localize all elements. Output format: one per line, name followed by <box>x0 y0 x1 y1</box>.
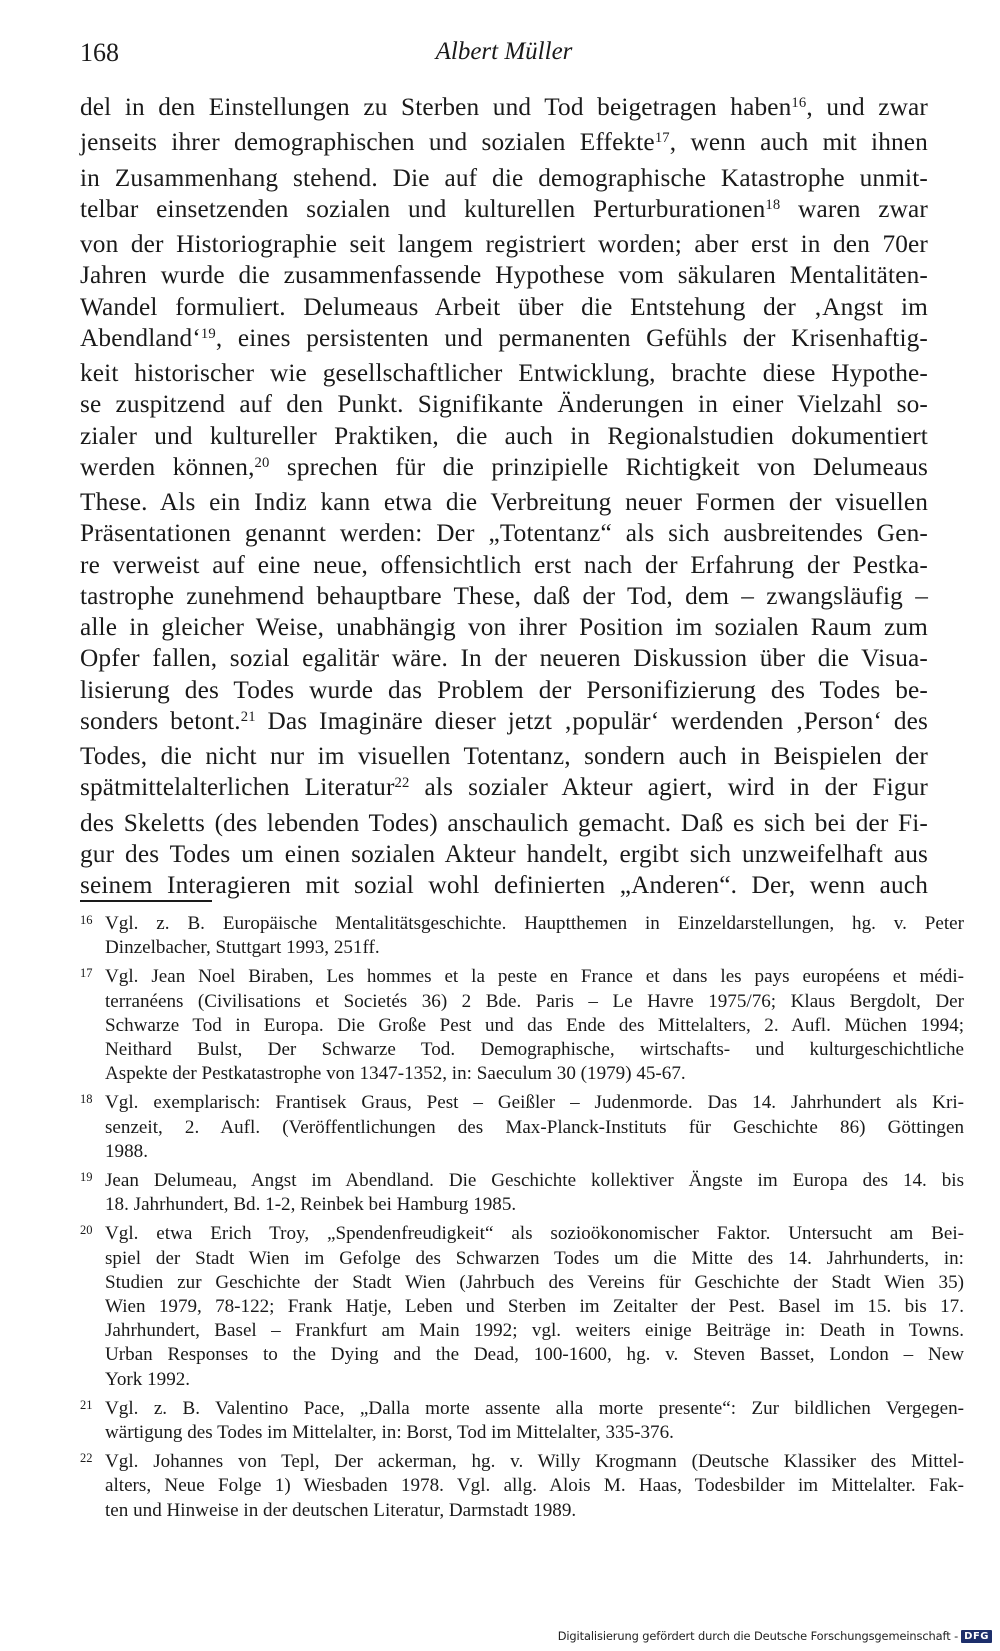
text-line: Jahren wurde die zusammenfassende Hypothese vom säkularen Mentalitäten- <box>80 261 928 290</box>
footnote-line: terranéens (Civilisations et Societés 36) 2 Bde. Paris – Le Havre 1975/76; Klaus Bergdolt, Der <box>105 990 964 1012</box>
text-line: re verweist auf eine neue, offensichtlich erst nach der Erfahrung der Pestka- <box>80 550 928 579</box>
footnote-number: 21 <box>80 1397 93 1412</box>
footnote-separator <box>80 900 212 902</box>
text-line: tastrophe zunehmend behauptbare These, daß der Tod, dem – zwangsläufig – <box>80 581 928 610</box>
text-line: von der Historiographie seit langem registriert worden; aber erst in den 70er <box>80 230 928 258</box>
footnote <box>80 1450 964 1523</box>
footnote-line: Aspekte der Pestkatastrophe von 1347-1352, in: Saeculum 30 (1979) 45-67. <box>105 1063 686 1085</box>
footnote-line: Wien 1979, 78-122; Frank Hatje, Leben und Sterben im Zeitalter der Pest. Basel im 15. bis 17. <box>105 1296 964 1318</box>
text-line: alle in gleicher Weise, unabhängig von ihrer Position im sozialen Raum zum <box>80 613 928 641</box>
main-text <box>80 92 928 901</box>
footnote-reference: 20 <box>254 454 270 471</box>
footnote-line: York 1992. <box>105 1368 191 1390</box>
footnote-line: Dinzelbacher, Stuttgart 1993, 251ff. <box>105 937 380 959</box>
footnote-number: 22 <box>80 1451 93 1466</box>
footnote-number: 19 <box>80 1170 93 1185</box>
page-number: 168 <box>80 38 119 67</box>
footnotes <box>80 912 964 1528</box>
dfg-logo: DFG <box>961 1630 992 1643</box>
footnote-line: 1988. <box>105 1140 148 1162</box>
footnote-number: 18 <box>80 1092 93 1107</box>
text-line: lisierung des Todes wurde das Problem der Personifizierung des Todes be- <box>80 675 928 704</box>
footnote-line: Vgl. z. B. Europäische Mentalitätsgeschichte. Hauptthemen in Einzeldarstellungen, hg. v. Peter <box>105 913 964 934</box>
footnote-line: spiel der Stadt Wien im Gefolge des Schwarzen Todes um die Mitte des 14. Jahrhunderts, in: <box>105 1247 964 1269</box>
footnote-line: Jean Delumeau, Angst im Abendland. Die Geschichte kollektiver Ängste im Europa des 14. bis <box>105 1170 964 1192</box>
text-line: Abendland‘$^{19}$, eines persistenten und permanenten Gefühls der Krisenhaftig- <box>80 323 928 352</box>
footnote <box>80 912 964 960</box>
footnote <box>80 1091 964 1164</box>
text-line: in Zusammenhang stehend. Die auf die demographische Katastrophe unmit- <box>80 163 928 192</box>
text-line: spätmittelalterlichen Literatur$^{22}$ als sozialer Akteur agiert, wird in der Figur <box>80 773 928 802</box>
text-line: sonders betont.$^{21}$ Das Imaginäre dieser jetzt ‚populär‘ werdenden ‚Person‘ des <box>80 706 928 735</box>
footnote-line: Vgl. exemplarisch: Frantisek Graus, Pest – Geißler – Judenmorde. Das 14. Jahrhundert als Kri- <box>105 1092 964 1114</box>
text-line: Todes, die nicht nur im visuellen Totentanz, sondern auch in Beispielen der <box>80 742 928 770</box>
footnote-line: Neithard Bulst, Der Schwarze Tod. Demographische, wirtschafts- und kulturgeschichtliche <box>105 1039 964 1061</box>
footnote-number: 20 <box>80 1223 93 1238</box>
digitization-credit <box>558 1629 992 1643</box>
footnote-reference: 16 <box>791 94 807 111</box>
credit-text: Digitalisierung gefördert durch die Deutsche Forschungsgemeinschaft - <box>557 1629 959 1643</box>
text-line: Wandel formuliert. Delumeaus Arbeit über die Entstehung der ‚Angst im <box>80 292 928 321</box>
text-line: del in den Einstellungen zu Sterben und Tod beigetragen haben$^{16}$, und zwar <box>80 93 928 121</box>
page-header <box>80 38 928 74</box>
footnote-line: wärtigung des Todes im Mittelalter, in: Borst, Tod im Mittelalter, 335-376. <box>105 1422 674 1444</box>
text-line: se zuspitzend auf den Punkt. Signifikante Änderungen in einer Vielzahl so- <box>80 390 928 419</box>
text-line: seinem Interagieren mit sozial wohl definierten „Anderen“. Der, wenn auch <box>80 871 928 899</box>
text-line: telbar einsetzenden sozialen und kulturellen Perturburationen$^{18}$ waren zwar <box>80 194 928 223</box>
footnote-line: Vgl. etwa Erich Troy, „Spendenfreudigkeit“ als sozioökonomischer Faktor. Untersucht am Bei- <box>105 1223 964 1245</box>
text-line: werden können,$^{20}$ sprechen für die prinzipielle Richtigkeit von Delumeaus <box>80 452 928 481</box>
text-line: zialer und kultureller Praktiken, die auch in Regionalstudien dokumentiert <box>80 421 928 450</box>
footnote-reference: 17 <box>654 130 670 147</box>
text-line: Präsentationen genannt werden: Der „Totentanz“ als sich ausbreitendes Gen- <box>80 519 928 548</box>
text-line: Opfer fallen, sozial egalitär wäre. In der neueren Diskussion über die Visua- <box>80 644 928 673</box>
footnote-line: Urban Responses to the Dying and the Dead, 100-1600, hg. v. Steven Basset, London – New <box>105 1344 964 1366</box>
footnote-reference: 22 <box>394 775 410 792</box>
footnote-number: 16 <box>80 913 93 927</box>
text-line: des Skeletts (des lebenden Todes) anschaulich gemacht. Daß es sich bei der Fi- <box>80 808 928 837</box>
footnote-line: Jahrhundert, Basel – Frankfurt am Main 1992; vgl. weiters einige Beiträge in: Death in Towns. <box>105 1320 964 1342</box>
footnote-line: senzeit, 2. Aufl. (Veröffentlichungen des Max-Planck-Instituts für Geschichte 86) Göttingen <box>105 1116 964 1138</box>
footnote-line: Studien zur Geschichte der Stadt Wien (Jahrbuch des Vereins für Geschichte der Stadt Wien 35) <box>105 1271 964 1293</box>
footnote <box>80 965 964 1086</box>
footnote <box>80 1397 964 1445</box>
footnote-line: Vgl. z. B. Valentino Pace, „Dalla morte assente alla morte presente“: Zur bildlichen Vergegen- <box>105 1397 964 1419</box>
running-head: Albert Müller <box>435 38 573 65</box>
footnote-reference: 18 <box>765 196 781 213</box>
footnote-line: ten und Hinweise in der deutschen Literatur, Darmstadt 1989. <box>105 1499 577 1521</box>
footnote-line: Vgl. Johannes von Tepl, Der ackerman, hg. v. Willy Krogmann (Deutsche Klassiker des Mittel- <box>105 1451 964 1473</box>
footnote-line: alters, Neue Folge 1) Wiesbaden 1978. Vgl. allg. Alois M. Haas, Todesbilder im Mittelalter. Fak- <box>105 1475 964 1497</box>
text-line: keit historischer wie gesellschaftlicher Entwicklung, brachte diese Hypothe- <box>80 359 928 387</box>
footnote-line: Vgl. Jean Noel Biraben, Les hommes et la peste en France et dans les pays européens et médi- <box>105 966 964 988</box>
footnote-reference: 19 <box>200 325 216 342</box>
footnote-reference: 21 <box>240 708 256 725</box>
footnote-line: 18. Jahrhundert, Bd. 1-2, Reinbek bei Hamburg 1985. <box>105 1194 517 1216</box>
footnote <box>80 1222 964 1391</box>
footnote-line: Schwarze Tod in Europa. Die Große Pest und das Ende des Mittelalters, 2. Aufl. Müchen 1994; <box>105 1014 964 1036</box>
text-line: jenseits ihrer demographischen und sozialen Effekte$^{17}$, wenn auch mit ihnen <box>80 128 928 157</box>
text-line: gur des Todes um einen sozialen Akteur handelt, ergibt sich unzweifelhaft aus <box>80 839 928 868</box>
footnote-number: 17 <box>80 966 93 981</box>
footnote <box>80 1169 964 1217</box>
text-line: These. Als ein Indiz kann etwa die Verbreitung neuer Formen der visuellen <box>80 488 928 516</box>
